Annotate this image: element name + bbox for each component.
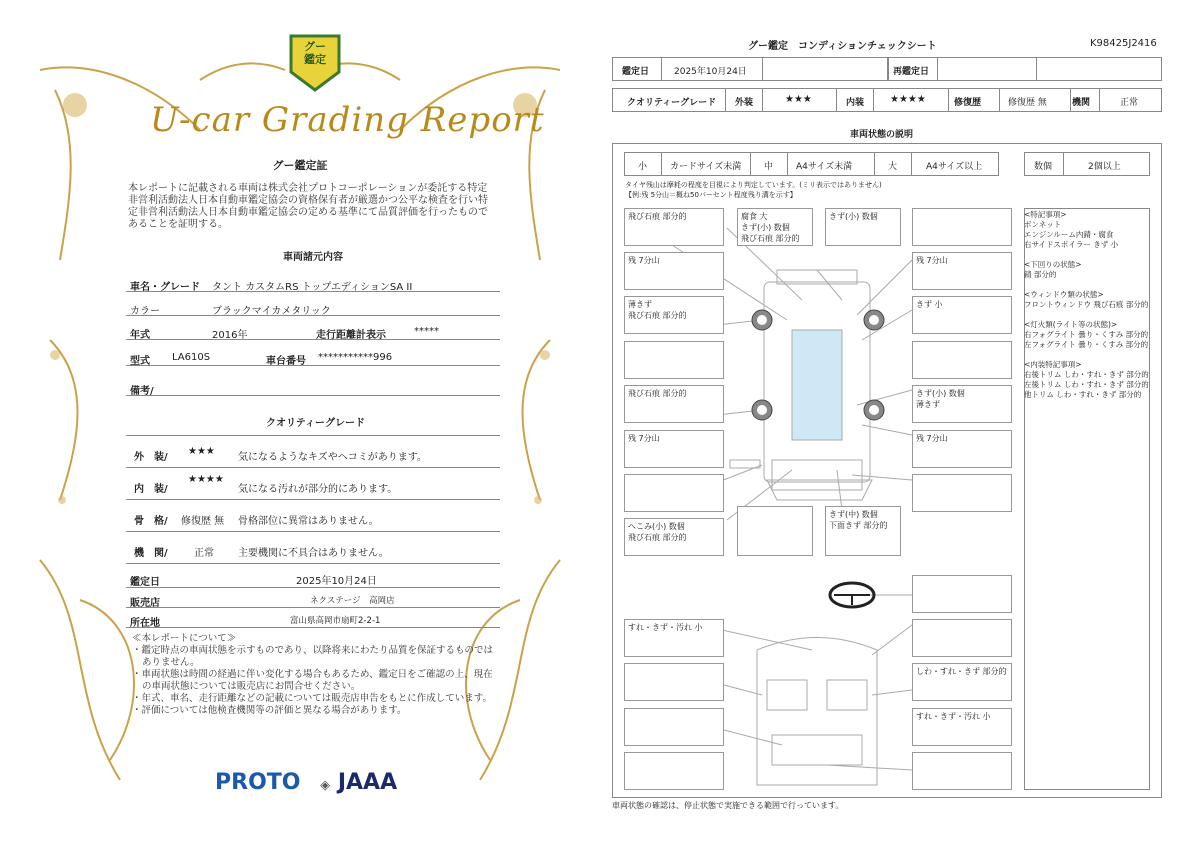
condition-box: [912, 474, 1012, 512]
note-line: 他トリム しわ・すれ・きず 部分的: [1024, 390, 1142, 399]
mileage-value: *****: [414, 326, 439, 337]
condition-box: [624, 341, 724, 379]
legend-mid-desc: A4サイズ未満: [796, 162, 853, 172]
badge-text: グー 鑑定: [304, 40, 326, 66]
jaaa-logo: JAAA: [337, 770, 398, 795]
explain-title: 車両状態の説明: [850, 130, 914, 140]
engine-value: 正常: [1120, 98, 1139, 108]
note-line: フロントウィンドウ 飛び石痕 部分的: [1024, 300, 1149, 309]
condition-box: 飛び石痕 部分的: [624, 385, 724, 423]
spec-title: 車両諸元内容: [283, 252, 343, 263]
repair-value: 修復歴 無: [1008, 98, 1047, 108]
year-value: 2016年: [212, 330, 248, 341]
condition-box: [624, 752, 724, 790]
note-line: エンジンルーム内錆・腐食: [1024, 230, 1114, 239]
note-line: 左後トリム しわ・すれ・きず 部分的: [1024, 380, 1149, 389]
int-label: 内装: [846, 98, 865, 108]
date-label: 鑑定日: [622, 67, 650, 77]
condition-box: きず(小) 数個 薄きず: [912, 385, 1012, 423]
condition-box: [624, 708, 724, 746]
note-line: <灯火類(ライト等の状態)>: [1024, 320, 1118, 329]
condition-box: [912, 619, 1012, 657]
condition-box: [624, 663, 724, 701]
note-line: 右サイドスポイラー きず 小: [1024, 240, 1119, 249]
footer-note: 車両状態の確認は、停止状態で実施できる範囲で行っています。: [612, 801, 844, 810]
note-line: <内装特記事項>: [1024, 360, 1082, 369]
goo-appraisal-badge: [287, 32, 343, 94]
certificate-text: 本レポートに記載される車両は株式会社プロトコーポレーションが委託する特定非営利活動法人日本自動車鑑定協会の資格保有者が厳選かつ公平な検査を行い特定非営利活動法人日本自動車鑑定協会の定める基準にて品質評価を行ったものであることを証明する。: [128, 183, 488, 230]
engine-value: 正常: [194, 548, 214, 559]
condition-box: 残 7分山: [624, 430, 724, 468]
ext-label: 外装: [735, 98, 754, 108]
legend-small: 小: [638, 162, 648, 172]
sheet-title: グー鑑定 コンディションチェックシート: [748, 41, 937, 52]
engine-label: 機 関/: [134, 548, 168, 559]
interior-text: 気になる汚れが部分的にあります。: [238, 484, 398, 495]
condition-box: [912, 752, 1012, 790]
legend-large: 大: [888, 162, 898, 172]
quality-label: クオリティーグレード: [627, 98, 717, 108]
repair-label: 修復歴: [954, 98, 982, 108]
legend-count-desc: 2個以上: [1088, 162, 1121, 172]
condition-box: すれ・きず・汚れ 小: [624, 619, 724, 657]
proto-logo: PROTO: [215, 770, 301, 795]
address-label: 所在地: [130, 618, 160, 629]
special-notes: [1024, 210, 1152, 400]
note-line: <特記事項>: [1024, 210, 1067, 219]
date-value: 2025年10月24日: [674, 67, 747, 77]
ext-stars: ★★★: [785, 94, 812, 105]
address-value: 富山県高岡市扇町2-2-1: [290, 616, 381, 626]
notes-title: ≪本レポートについて≫: [132, 633, 237, 644]
shop-value: ネクステージ 高岡店: [310, 596, 395, 606]
car-name: タント カスタムRS トップエディションSA II: [212, 282, 413, 293]
condition-box: [624, 474, 724, 512]
note-item: ・年式、車名、走行距離などの記載については販売店申告をもとに作成しています。: [132, 693, 493, 704]
note-line: <ウィンドウ類の状態>: [1024, 290, 1104, 299]
note-line: ボンネット: [1024, 220, 1062, 229]
condition-box: 残 7分山: [624, 252, 724, 290]
condition-box: 残 7分山: [912, 430, 1012, 468]
chassis-value: ***********996: [318, 352, 393, 363]
interior-label: 内 装/: [134, 484, 168, 495]
remarks-label: 備考/: [130, 386, 154, 397]
tire-note: タイヤ残山は摩耗の程度を目視により判定しています。(ミリ表示ではありません): [625, 181, 882, 189]
legend-large-desc: A4サイズ以上: [926, 162, 983, 172]
note-line: 右フォグライト 曇り・くすみ 部分的: [1024, 330, 1149, 339]
redate-label: 再鑑定日: [893, 67, 930, 77]
mileage-label: 走行距離計表示: [316, 330, 386, 341]
note-item: ・鑑定時点の車両状態を示すものであり、以降将来にわたり品質を保証するものではありません。: [132, 645, 494, 668]
car-name-label: 車名・グレード: [130, 282, 200, 293]
model-label: 型式: [130, 356, 150, 367]
frame-label: 骨 格/: [134, 516, 168, 527]
color-label: カラー: [130, 306, 160, 317]
condition-box: [912, 575, 1012, 613]
condition-box: すれ・きず・汚れ 小: [912, 708, 1012, 746]
condition-box: [737, 506, 813, 556]
condition-box: きず 小: [912, 296, 1012, 334]
condition-box: 飛び石痕 部分的: [624, 208, 724, 246]
note-line: 右後トリム しわ・すれ・きず 部分的: [1024, 370, 1149, 379]
note-item: ・車両状態は時間の経過に伴い変化する場合もあるため、鑑定日をご確認の上、現在の車両状態については販売店にお問合せください。: [132, 669, 493, 692]
logos: [215, 770, 397, 795]
engine-label: 機関: [1072, 98, 1091, 108]
legend-small-desc: カードサイズ未満: [670, 162, 742, 172]
condition-box: 残 7分山: [912, 252, 1012, 290]
color-value: ブラックマイカメタリック: [212, 306, 331, 317]
condition-box: しわ・すれ・きず 部分的: [912, 663, 1012, 701]
shop-label: 販売店: [130, 598, 160, 609]
legend-count: 数個: [1034, 162, 1053, 172]
condition-box: [912, 341, 1012, 379]
certificate-title: グー鑑定証: [272, 159, 328, 172]
engine-text: 主要機関に不具合はありません。: [238, 548, 389, 559]
exterior-stars: ★★★: [188, 446, 215, 457]
date-value: 2025年10月24日: [296, 576, 377, 587]
condition-box: きず(小) 数個: [825, 208, 901, 246]
exterior-text: 気になるようなキズやヘコミがあります。: [238, 452, 427, 463]
int-stars: ★★★★: [890, 94, 926, 105]
frame-text: 骨格部位に異常はありません。: [238, 516, 379, 527]
frame-value: 修復歴 無: [181, 516, 225, 527]
report-title: U-car Grading Report: [150, 100, 545, 140]
quality-grade-title: クオリティーグレード: [266, 418, 365, 429]
note-line: 左フォグライト 曇り・くすみ 部分的: [1024, 340, 1149, 349]
chassis-label: 車台番号: [266, 356, 306, 367]
jaaa-emblem-icon: ◈: [320, 778, 331, 793]
year-label: 年式: [130, 330, 150, 341]
interior-stars: ★★★★: [188, 474, 224, 485]
note-item: ・評価については他検査機関等の評価と異なる場合があります。: [132, 705, 407, 716]
exterior-label: 外 装/: [134, 452, 168, 463]
date-label: 鑑定日: [130, 577, 160, 588]
condition-box: 薄きず 飛び石痕 部分的: [624, 296, 724, 334]
condition-box: きず(中) 数個 下面きず 部分的: [825, 506, 901, 556]
model-value: LA610S: [172, 352, 211, 363]
condition-box: へこみ(小) 数個 飛び石痕 部分的: [624, 518, 724, 556]
note-line: <下回りの状態>: [1024, 260, 1082, 269]
condition-box: 腐食 大 きず(小) 数個 飛び石痕 部分的: [737, 208, 813, 246]
sheet-id: K98425J2416: [1090, 38, 1157, 49]
tire-example: 【例:残 5分山＝概ね50パーセント程度残り溝を示す】: [625, 191, 797, 199]
condition-box: [912, 208, 1012, 246]
report-notes: [128, 633, 498, 717]
note-line: 錆 部分的: [1024, 270, 1057, 279]
legend-mid: 中: [764, 162, 774, 172]
